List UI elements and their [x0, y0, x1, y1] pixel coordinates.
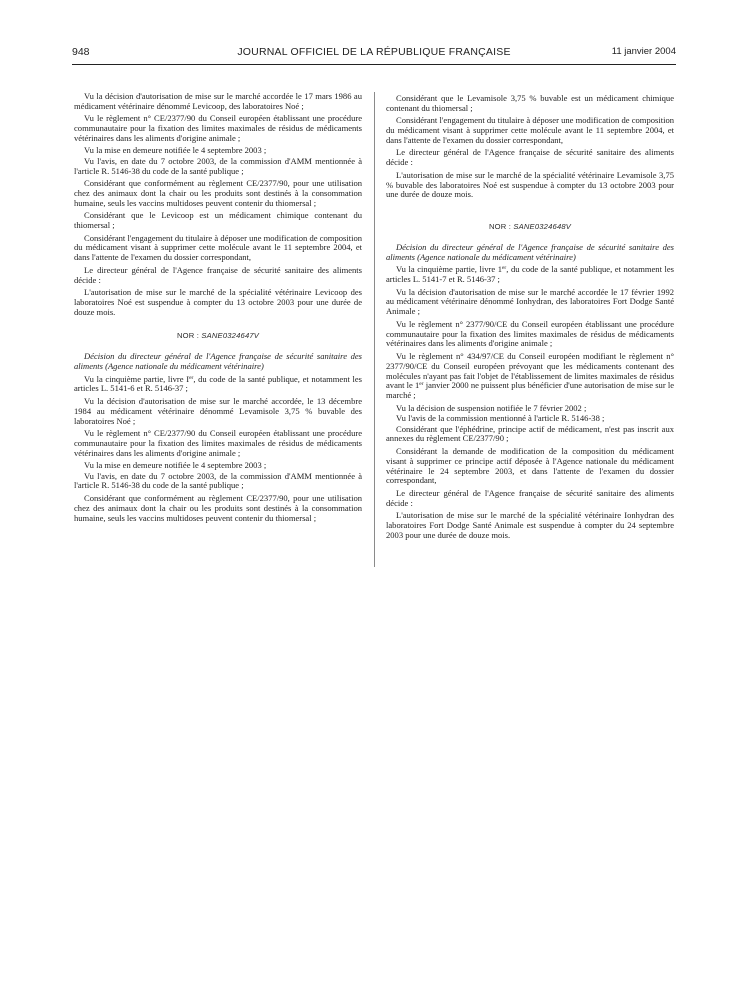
paragraph: Vu le règlement n° 434/97/CE du Conseil européen modifiant le règlement n° 2377/90/CE du Conseil européen prévoyant que les médicaments contenant des molécules n'ayant pas fait l'objet de l'établissement de limites maximales de résidus avant le 1er janvier 2000 ne puissent plus bénéficier d'une autorisation de mise sur le marché ; — [386, 350, 674, 401]
paragraph: Vu la décision de suspension notifiée le 7 février 2002 ; — [396, 402, 587, 413]
paragraph: Le directeur général de l'Agence française de sécurité sanitaire des aliments décide : — [386, 147, 674, 168]
paragraph: Considérant l'engagement du titulaire à déposer une modification de composition du médicament visant à supprimer cette molécule avant le 11 septembre 2004, et dans l'attente de l'examen du dossier correspondant, — [74, 232, 362, 263]
paragraph: Le directeur général de l'Agence française de sécurité sanitaire des aliments décide : — [386, 487, 674, 508]
paragraph: Vu la décision d'autorisation de mise sur le marché accordée le 17 février 1992 au médicament vétérinaire dénommé Ionhydran, des laboratoires Fort Dodge Santé Animale ; — [386, 286, 674, 317]
page-header — [72, 46, 676, 60]
paragraph: Vu la cinquième partie, livre Ier, du code de la santé publique, et notamment les articles L. 5141-6 et R. 5146-37 ; — [74, 373, 362, 394]
paragraph: Considérant que conformément au règlement CE/2377/90, pour une utilisation chez des animaux dont la chair ou les produits sont destinés à la consommation humaine, seuls les vaccins multidoses peuvent contenir du thiomersal ; — [74, 492, 362, 523]
paragraph: Vu la mise en demeure notifiée le 4 septembre 2003 ; — [84, 145, 267, 156]
journal-title: JOURNAL OFFICIEL DE LA RÉPUBLIQUE FRANÇAISE — [237, 46, 511, 58]
paragraph: Vu l'avis, en date du 7 octobre 2003, de la commission d'AMM mentionnée à l'article R. 5146-38 du code de la santé publique ; — [74, 470, 362, 491]
paragraph: L'autorisation de mise sur le marché de la spécialité vétérinaire Ionhydran des laboratoires Fort Dodge Santé Animale est suspendue à compter du 24 septembre 2003 pour une durée de douze mois. — [386, 510, 674, 540]
page-number: 948 — [72, 46, 90, 58]
paragraph: Vu la mise en demeure notifiée le 4 septembre 2003 ; — [84, 460, 267, 471]
paragraph: L'autorisation de mise sur le marché de la spécialité vétérinaire Levamisole 3,75 % buvable des laboratoires Noé est suspendue à compter du 13 octobre 2003 pour une durée de douze mois. — [386, 169, 674, 200]
paragraph: Vu la décision d'autorisation de mise sur le marché accordée, le 13 décembre 1984 au médicament vétérinaire dénommé Levamisole 3,75 % buvable des laboratoires Noé ; — [74, 395, 362, 426]
paragraph: Vu le règlement n° CE/2377/90 du Conseil européen établissant une procédure communautaire pour la fixation des limites maximales de résidus de médicaments vétérinaires dans les aliments d'origine animale ; — [74, 428, 362, 458]
paragraph: Vu le règlement n° CE/2377/90 du Conseil européen établissant une procédure communautaire pour la fixation des limites maximales de résidus de médicaments vétérinaires dans les aliments d'origine animale ; — [74, 113, 362, 143]
nor-prefix: NOR : — [176, 331, 202, 341]
paragraph: L'autorisation de mise sur le marché de la spécialité vétérinaire Levicoop des laboratoires Noé est suspendue à compter du 13 octobre 2003 pour une durée de douze mois. — [74, 286, 362, 317]
paragraph: Considérant que le Levicoop est un médicament chimique contenant du thiomersal ; — [74, 210, 362, 231]
nor-reference — [74, 331, 362, 341]
paragraph: Considérant la demande de modification de la composition du médicament visant à supprimer ce principe actif déposée à l'Agence nationale du médicament vétérinaire le 24 septembre 2003, et dans l'attente de l'examen du dossier correspondant, — [386, 445, 674, 486]
paragraph: Vu l'avis de la commission mentionné à l'article R. 5146-38 ; — [396, 413, 605, 424]
nor-code: SANE0324647V — [201, 331, 260, 341]
decision-title: Décision du directeur général de l'Agence française de sécurité sanitaire des aliments (Agence nationale du médicament vétérinaire) — [74, 351, 362, 372]
nor-reference — [386, 222, 674, 232]
right-column — [386, 94, 674, 543]
paragraph: Considérant que le Levamisole 3,75 % buvable est un médicament chimique contenant du thiomersal ; — [386, 93, 674, 113]
issue-date: 11 janvier 2004 — [611, 46, 676, 57]
nor-prefix: NOR : — [488, 222, 514, 232]
paragraph: Vu le règlement n° 2377/90/CE du Conseil européen établissant une procédure communautaire pour la fixation des limites maximales de résidus de médicaments vétérinaires dans les aliments d'origine animale ; — [386, 318, 674, 349]
column-divider — [374, 92, 375, 567]
left-column — [74, 92, 362, 526]
paragraph: Considérant que conformément au règlement CE/2377/90, pour une utilisation chez des animaux dont la chair ou les produits sont destinés à la consommation humaine, seuls les vaccins multidoses peuvent contenir du thiomersal ; — [74, 178, 362, 208]
paragraph: Considérant que l'éphédrine, principe actif de médicament, n'est pas inscrit aux annexes du règlement CE/2377/90 ; — [386, 423, 674, 444]
nor-code: SANE0324648V — [513, 222, 572, 232]
paragraph: Vu la cinquième partie, livre 1er, du code de la santé publique, et notamment les articles L. 5141-7 et R. 5146-37 ; — [386, 264, 674, 285]
paragraph: Vu l'avis, en date du 7 octobre 2003, de la commission d'AMM mentionnée à l'article R. 5146-38 du code de la santé publique ; — [74, 155, 362, 176]
paragraph: Considérant l'engagement du titulaire à déposer une modification de composition du médicament visant à supprimer cette molécule avant le 11 septembre 2004, et dans l'attente de l'examen du dossier correspondant, — [386, 115, 674, 145]
header-rule — [72, 64, 676, 65]
paragraph: Le directeur général de l'Agence française de sécurité sanitaire des aliments décide : — [74, 264, 362, 285]
decision-title: Décision du directeur général de l'Agence française de sécurité sanitaire des aliments (Agence nationale du médicament vétérinaire) — [386, 242, 674, 262]
paragraph: Vu la décision d'autorisation de mise sur le marché accordée le 17 mars 1986 au médicament vétérinaire dénommé Levicoop, des laboratoires Noé ; — [74, 91, 362, 111]
